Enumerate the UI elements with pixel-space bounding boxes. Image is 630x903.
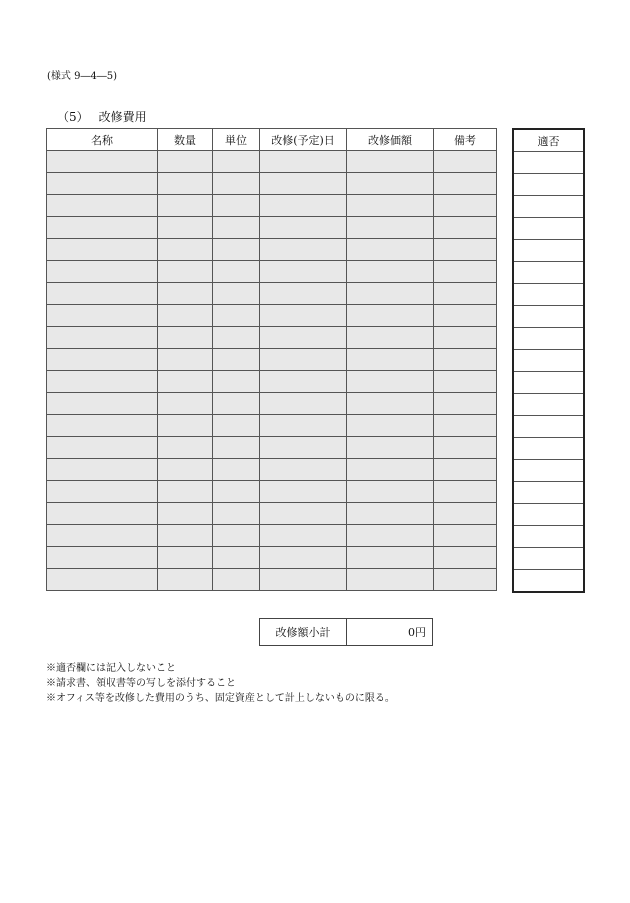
unit-cell[interactable] — [213, 305, 260, 327]
unit-cell[interactable] — [213, 173, 260, 195]
name-cell[interactable] — [47, 239, 158, 261]
remarks-cell[interactable] — [434, 305, 497, 327]
judgement-cell — [513, 482, 584, 504]
name-cell[interactable] — [47, 173, 158, 195]
date-cell[interactable] — [260, 547, 347, 569]
judgement-row — [513, 460, 584, 482]
unit-cell[interactable] — [213, 437, 260, 459]
price-cell[interactable] — [347, 503, 434, 525]
name-cell[interactable] — [47, 437, 158, 459]
judgement-row — [513, 152, 584, 174]
price-cell[interactable] — [347, 217, 434, 239]
table-row — [47, 459, 497, 481]
subtotal-value: 0円 — [347, 619, 433, 646]
judgement-cell — [513, 460, 584, 482]
name-cell[interactable] — [47, 151, 158, 173]
unit-cell[interactable] — [213, 349, 260, 371]
name-cell[interactable] — [47, 217, 158, 239]
table-row — [47, 327, 497, 349]
unit-cell[interactable] — [213, 525, 260, 547]
unit-cell[interactable] — [213, 393, 260, 415]
price-cell[interactable] — [347, 459, 434, 481]
name-cell[interactable] — [47, 195, 158, 217]
date-cell[interactable] — [260, 173, 347, 195]
unit-cell[interactable] — [213, 569, 260, 591]
quantity-cell[interactable] — [158, 305, 213, 327]
name-cell[interactable] — [47, 525, 158, 547]
judgement-cell — [513, 262, 584, 284]
remarks-cell[interactable] — [434, 217, 497, 239]
price-cell[interactable] — [347, 173, 434, 195]
judgement-cell — [513, 350, 584, 372]
price-cell[interactable] — [347, 349, 434, 371]
remarks-cell[interactable] — [434, 437, 497, 459]
judgement-row — [513, 372, 584, 394]
name-cell[interactable] — [47, 569, 158, 591]
quantity-cell[interactable] — [158, 437, 213, 459]
judgement-cell — [513, 306, 584, 328]
price-cell[interactable] — [347, 437, 434, 459]
judgement-cell — [513, 504, 584, 526]
judgement-row — [513, 218, 584, 240]
remarks-cell[interactable] — [434, 151, 497, 173]
name-cell[interactable] — [47, 415, 158, 437]
remarks-cell[interactable] — [434, 349, 497, 371]
notes — [46, 661, 395, 706]
judgement-cell — [513, 218, 584, 240]
note-item: ※請求書、領収書等の写しを添付すること — [46, 678, 236, 689]
date-cell[interactable] — [260, 217, 347, 239]
name-cell[interactable] — [47, 481, 158, 503]
table-row — [47, 437, 497, 459]
quantity-cell[interactable] — [158, 195, 213, 217]
table-row — [47, 569, 497, 591]
remarks-cell[interactable] — [434, 481, 497, 503]
judgement-cell — [513, 328, 584, 350]
judgement-row — [513, 526, 584, 548]
judgement-row — [513, 196, 584, 218]
unit-cell[interactable] — [213, 195, 260, 217]
judgement-row — [513, 394, 584, 416]
judgement-cell — [513, 570, 584, 593]
unit-cell[interactable] — [213, 481, 260, 503]
note-item: ※オフィス等を改修した費用のうち、固定資産として計上しないものに限る。 — [46, 693, 395, 704]
judgement-row — [513, 548, 584, 570]
column-header-unit: 単位 — [213, 129, 260, 151]
quantity-cell[interactable] — [158, 371, 213, 393]
date-cell[interactable] — [260, 503, 347, 525]
table-row — [47, 349, 497, 371]
date-cell[interactable] — [260, 283, 347, 305]
date-cell[interactable] — [260, 151, 347, 173]
table-row — [47, 503, 497, 525]
unit-cell[interactable] — [213, 151, 260, 173]
subtotal-table — [259, 618, 433, 646]
name-cell[interactable] — [47, 459, 158, 481]
judgement-cell — [513, 196, 584, 218]
quantity-cell[interactable] — [158, 525, 213, 547]
quantity-cell[interactable] — [158, 217, 213, 239]
unit-cell[interactable] — [213, 261, 260, 283]
name-cell[interactable] — [47, 261, 158, 283]
date-cell[interactable] — [260, 393, 347, 415]
table-row — [47, 547, 497, 569]
judgement-row — [513, 570, 584, 593]
name-cell[interactable] — [47, 371, 158, 393]
judgement-cell — [513, 548, 584, 570]
judgement-cell — [513, 152, 584, 174]
table-row — [47, 261, 497, 283]
remarks-cell[interactable] — [434, 195, 497, 217]
judgement-cell — [513, 284, 584, 306]
remarks-cell[interactable] — [434, 327, 497, 349]
table-row — [47, 371, 497, 393]
date-cell[interactable] — [260, 371, 347, 393]
quantity-cell[interactable] — [158, 481, 213, 503]
quantity-cell[interactable] — [158, 283, 213, 305]
date-cell[interactable] — [260, 349, 347, 371]
quantity-cell[interactable] — [158, 459, 213, 481]
date-cell[interactable] — [260, 195, 347, 217]
judgement-table — [512, 128, 585, 593]
quantity-cell[interactable] — [158, 393, 213, 415]
remarks-cell[interactable] — [434, 415, 497, 437]
date-cell[interactable] — [260, 327, 347, 349]
remarks-cell[interactable] — [434, 393, 497, 415]
quantity-cell[interactable] — [158, 173, 213, 195]
judgement-row — [513, 240, 584, 262]
price-cell[interactable] — [347, 569, 434, 591]
judgement-cell — [513, 416, 584, 438]
quantity-cell[interactable] — [158, 547, 213, 569]
judgement-row — [513, 262, 584, 284]
column-header-remarks: 備考 — [434, 129, 497, 151]
judgement-header: 適否 — [513, 129, 584, 152]
name-cell[interactable] — [47, 305, 158, 327]
section-title — [57, 108, 147, 125]
judgement-cell — [513, 174, 584, 196]
date-cell[interactable] — [260, 481, 347, 503]
remarks-cell[interactable] — [434, 173, 497, 195]
unit-cell[interactable] — [213, 239, 260, 261]
judgement-cell — [513, 240, 584, 262]
date-cell[interactable] — [260, 525, 347, 547]
name-cell[interactable] — [47, 503, 158, 525]
quantity-cell[interactable] — [158, 151, 213, 173]
name-cell[interactable] — [47, 393, 158, 415]
quantity-cell[interactable] — [158, 239, 213, 261]
table-row — [47, 305, 497, 327]
date-cell[interactable] — [260, 305, 347, 327]
quantity-cell[interactable] — [158, 415, 213, 437]
judgement-cell — [513, 438, 584, 460]
subtotal-label: 改修額小計 — [260, 619, 347, 646]
table-row — [47, 217, 497, 239]
quantity-cell[interactable] — [158, 503, 213, 525]
judgement-row — [513, 174, 584, 196]
judgement-cell — [513, 394, 584, 416]
unit-cell[interactable] — [213, 217, 260, 239]
price-cell[interactable] — [347, 481, 434, 503]
price-cell[interactable] — [347, 415, 434, 437]
price-cell[interactable] — [347, 547, 434, 569]
price-cell[interactable] — [347, 371, 434, 393]
remarks-cell[interactable] — [434, 547, 497, 569]
date-cell[interactable] — [260, 415, 347, 437]
table-header-row — [47, 129, 497, 151]
remarks-cell[interactable] — [434, 503, 497, 525]
judgement-row — [513, 350, 584, 372]
judgement-row — [513, 328, 584, 350]
quantity-cell[interactable] — [158, 569, 213, 591]
unit-cell[interactable] — [213, 327, 260, 349]
unit-cell[interactable] — [213, 415, 260, 437]
table-row — [47, 173, 497, 195]
unit-cell[interactable] — [213, 503, 260, 525]
remarks-cell[interactable] — [434, 569, 497, 591]
quantity-cell[interactable] — [158, 349, 213, 371]
table-row — [47, 239, 497, 261]
form-id: (様式 9―4―5) — [47, 71, 118, 82]
column-header-name: 名称 — [47, 129, 158, 151]
date-cell[interactable] — [260, 459, 347, 481]
name-cell[interactable] — [47, 327, 158, 349]
remarks-cell[interactable] — [434, 525, 497, 547]
judgement-row — [513, 416, 584, 438]
remarks-cell[interactable] — [434, 459, 497, 481]
name-cell[interactable] — [47, 349, 158, 371]
section-number: （5） — [57, 110, 89, 124]
judgement-row — [513, 284, 584, 306]
price-cell[interactable] — [347, 283, 434, 305]
date-cell[interactable] — [260, 437, 347, 459]
judgement-cell — [513, 526, 584, 548]
table-row — [47, 481, 497, 503]
unit-cell[interactable] — [213, 283, 260, 305]
remarks-cell[interactable] — [434, 283, 497, 305]
price-cell[interactable] — [347, 151, 434, 173]
section-title-text: 改修費用 — [98, 110, 147, 124]
date-cell[interactable] — [260, 569, 347, 591]
note-item: ※適否欄には記入しないこと — [46, 663, 176, 674]
date-cell[interactable] — [260, 261, 347, 283]
judgement-row — [513, 504, 584, 526]
unit-cell[interactable] — [213, 459, 260, 481]
remarks-cell[interactable] — [434, 261, 497, 283]
table-row — [47, 525, 497, 547]
judgement-row — [513, 306, 584, 328]
unit-cell[interactable] — [213, 371, 260, 393]
date-cell[interactable] — [260, 239, 347, 261]
quantity-cell[interactable] — [158, 261, 213, 283]
table-row — [47, 195, 497, 217]
table-row — [47, 393, 497, 415]
table-row — [47, 283, 497, 305]
judgement-cell — [513, 372, 584, 394]
column-header-quantity: 数量 — [158, 129, 213, 151]
judgement-row — [513, 438, 584, 460]
table-row — [47, 151, 497, 173]
name-cell[interactable] — [47, 283, 158, 305]
column-header-price: 改修価額 — [347, 129, 434, 151]
price-cell[interactable] — [347, 195, 434, 217]
price-cell[interactable] — [347, 261, 434, 283]
judgement-row — [513, 482, 584, 504]
quantity-cell[interactable] — [158, 327, 213, 349]
price-cell[interactable] — [347, 393, 434, 415]
table-row — [47, 415, 497, 437]
price-cell[interactable] — [347, 305, 434, 327]
renovation-cost-table — [46, 128, 497, 591]
price-cell[interactable] — [347, 239, 434, 261]
price-cell[interactable] — [347, 525, 434, 547]
name-cell[interactable] — [47, 547, 158, 569]
column-header-date: 改修(予定)日 — [260, 129, 347, 151]
remarks-cell[interactable] — [434, 371, 497, 393]
price-cell[interactable] — [347, 327, 434, 349]
remarks-cell[interactable] — [434, 239, 497, 261]
unit-cell[interactable] — [213, 547, 260, 569]
